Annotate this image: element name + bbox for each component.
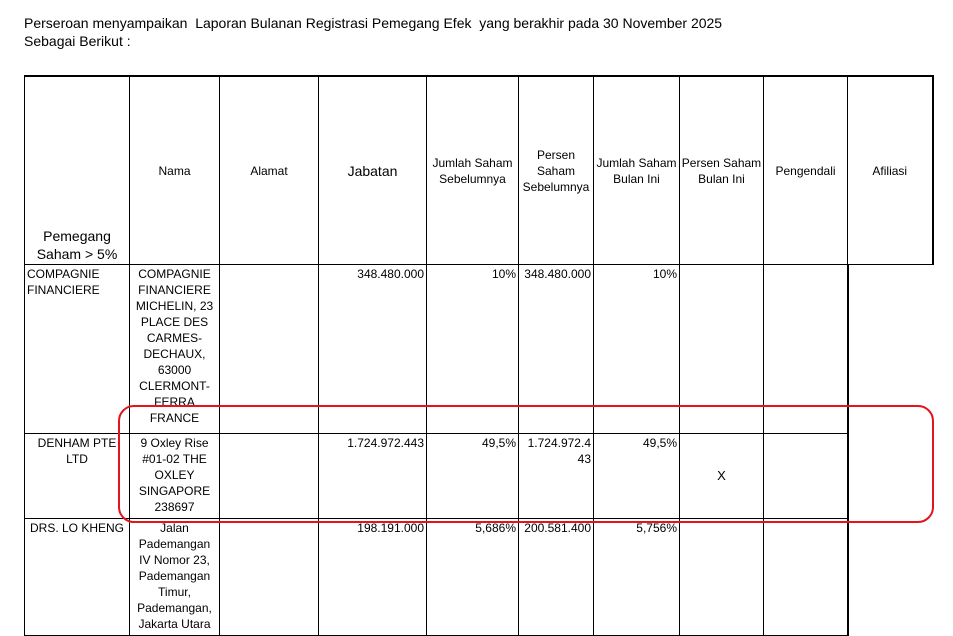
cell-jumlah-bulan-ini: 200.581.400: [519, 519, 594, 636]
intro-text: [24, 14, 924, 50]
cell-afiliasi: [764, 519, 848, 636]
cell-afiliasi: [764, 434, 848, 519]
header-afiliasi: Afiliasi: [848, 76, 933, 265]
cell-jabatan: [220, 265, 319, 434]
cell-nama: DRS. LO KHENG: [25, 519, 130, 636]
cell-persen-sebelumnya: 10%: [427, 265, 519, 434]
shareholder-table: [24, 75, 934, 636]
group-label: Pemegang Saham > 5%: [25, 76, 130, 265]
table-header-row: [25, 76, 933, 265]
table-row: [25, 265, 933, 434]
intro-line-1: Perseroan menyampaikan Laporan Bulanan Registrasi Pemegang Efek yang berakhir pada 30 November 2025: [24, 15, 723, 31]
cell-pengendali: X: [680, 434, 764, 519]
cell-jabatan: [220, 434, 319, 519]
cell-alamat: COMPAGNIE FINANCIERE MICHELIN, 23 PLACE DES CARMES-DECHAUX, 63000 CLERMONT-FERRA FRANCE: [130, 265, 220, 434]
cell-persen-bulan-ini: 49,5%: [594, 434, 680, 519]
table-row: [25, 519, 933, 636]
cell-alamat: Jalan Pademangan IV Nomor 23, Pademangan Timur, Pademangan, Jakarta Utara: [130, 519, 220, 636]
header-alamat: Alamat: [220, 76, 319, 265]
cell-jumlah-sebelumnya: 1.724.972.443: [319, 434, 427, 519]
header-persen-sebelumnya: Persen Saham Sebelumnya: [519, 76, 594, 265]
cell-persen-sebelumnya: 5,686%: [427, 519, 519, 636]
header-jumlah-sebelumnya: Jumlah Saham Sebelumnya: [427, 76, 519, 265]
cell-persen-bulan-ini: 5,756%: [594, 519, 680, 636]
cell-afiliasi: [764, 265, 848, 434]
header-nama: Nama: [130, 76, 220, 265]
header-persen-bulan-ini: Persen Saham Bulan Ini: [680, 76, 764, 265]
cell-nama: DENHAM PTE LTD: [25, 434, 130, 519]
cell-jumlah-sebelumnya: 348.480.000: [319, 265, 427, 434]
cell-pengendali: [680, 265, 764, 434]
cell-jumlah-sebelumnya: 198.191.000: [319, 519, 427, 636]
header-jumlah-bulan-ini: Jumlah Saham Bulan Ini: [594, 76, 680, 265]
cell-nama: COMPAGNIE FINANCIERE: [25, 265, 130, 434]
cell-persen-sebelumnya: 49,5%: [427, 434, 519, 519]
header-pengendali: Pengendali: [764, 76, 848, 265]
cell-pengendali: [680, 519, 764, 636]
cell-alamat: 9 Oxley Rise #01-02 THE OXLEY SINGAPORE 238697: [130, 434, 220, 519]
cell-jabatan: [220, 519, 319, 636]
cell-jumlah-bulan-ini: 1.724.972.443: [519, 434, 594, 519]
table-row: [25, 434, 933, 519]
header-jabatan: Jabatan: [319, 76, 427, 265]
intro-line-2: Sebagai Berikut :: [24, 33, 131, 49]
cell-persen-bulan-ini: 10%: [594, 265, 680, 434]
cell-jumlah-bulan-ini: 348.480.000: [519, 265, 594, 434]
